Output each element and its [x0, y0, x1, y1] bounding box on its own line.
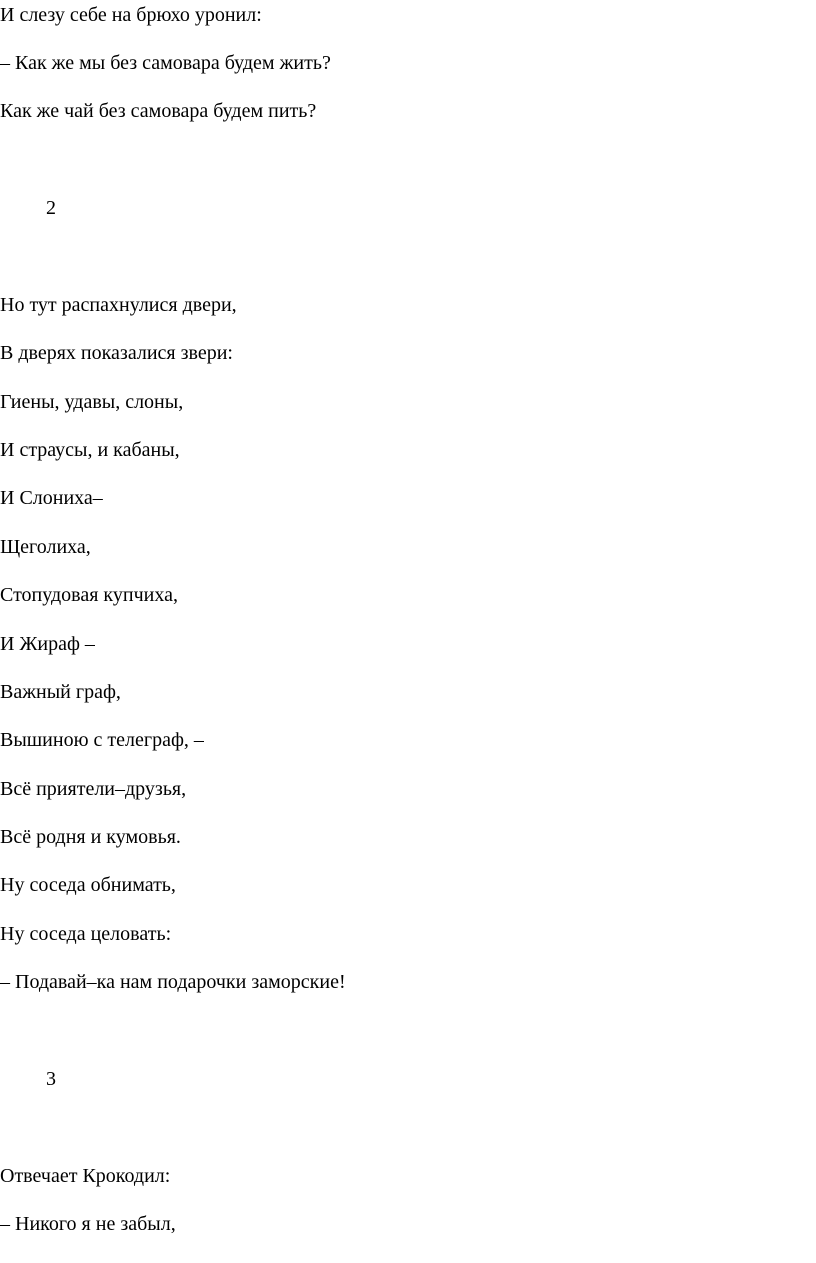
poem-line: В дверях показалися звери:	[0, 342, 233, 364]
poem-line: И слезу себе на брюхо уронил:	[0, 4, 262, 26]
poem-line: Щеголиха,	[0, 536, 91, 558]
poem-line: И страусы, и кабаны,	[0, 439, 180, 461]
poem-line: И Жираф –	[0, 633, 95, 655]
poem-line: Но тут распахнулися двери,	[0, 294, 237, 316]
poem-line: – Как же мы без самовара будем жить?	[0, 52, 331, 74]
poem-line: Стопудовая купчиха,	[0, 584, 178, 606]
poem-line: Всё приятели–друзья,	[0, 778, 187, 800]
poem-line: Отвечает Крокодил:	[0, 1165, 171, 1187]
poem-line: И Слониха–	[0, 487, 103, 509]
poem-line: Ну соседа целовать:	[0, 923, 172, 945]
poem-line: Ну соседа обнимать,	[0, 874, 176, 896]
section-number: 2	[46, 197, 56, 219]
section-number: 3	[46, 1068, 56, 1090]
poem-line: Гиены, удавы, слоны,	[0, 391, 184, 413]
poem-line: – Подавай–ка нам подарочки заморские!	[0, 971, 346, 993]
poem-line: Всё родня и кумовья.	[0, 826, 181, 848]
poem-line: Как же чай без самовара будем пить?	[0, 100, 317, 122]
poem-line: – Никого я не забыл,	[0, 1213, 176, 1235]
poem-line: Вышиною с телеграф, –	[0, 729, 204, 751]
poem-line: Важный граф,	[0, 681, 121, 703]
